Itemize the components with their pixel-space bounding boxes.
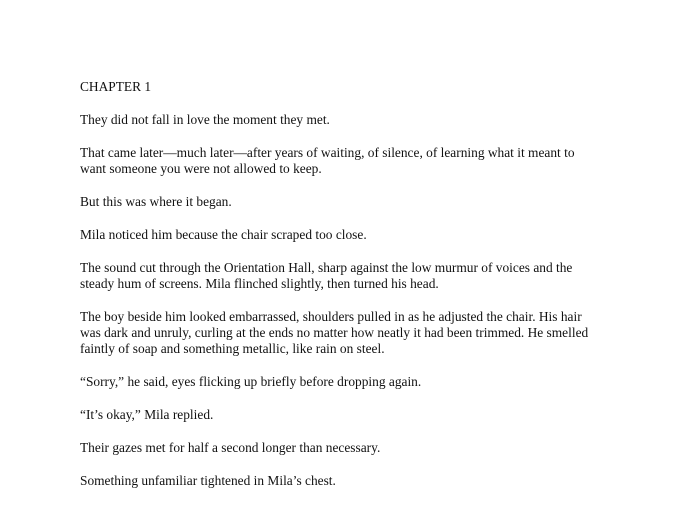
- chapter-heading: CHAPTER 1: [80, 79, 152, 94]
- paragraph: Their gazes met for half a second longer than necessary.: [80, 440, 381, 455]
- paragraph: Something unfamiliar tightened in Mila’s chest.: [80, 473, 336, 488]
- paragraph: The boy beside him looked embarrassed, shoulders pulled in as he adjusted the chair. His hair was dark and unruly, curling at the ends no matter how neatly it had been trimmed. He smelled faintly of soap and something metallic, like rain on steel.: [80, 309, 589, 356]
- paragraph: But this was where it began.: [80, 194, 232, 209]
- paragraph: The sound cut through the Orientation Hall, sharp against the low murmur of voices and the steady hum of screens. Mila flinched slightly, then turned his head.: [80, 260, 573, 291]
- paragraph: “It’s okay,” Mila replied.: [80, 407, 214, 422]
- paragraph: “Sorry,” he said, eyes flicking up briefly before dropping again.: [80, 374, 422, 389]
- paragraph: That came later—much later—after years of waiting, of silence, of learning what it meant to want someone you were not allowed to keep.: [80, 145, 575, 176]
- document-body: [80, 79, 600, 506]
- paragraph: Mila noticed him because the chair scraped too close.: [80, 227, 367, 242]
- paragraph: They did not fall in love the moment they met.: [80, 112, 330, 127]
